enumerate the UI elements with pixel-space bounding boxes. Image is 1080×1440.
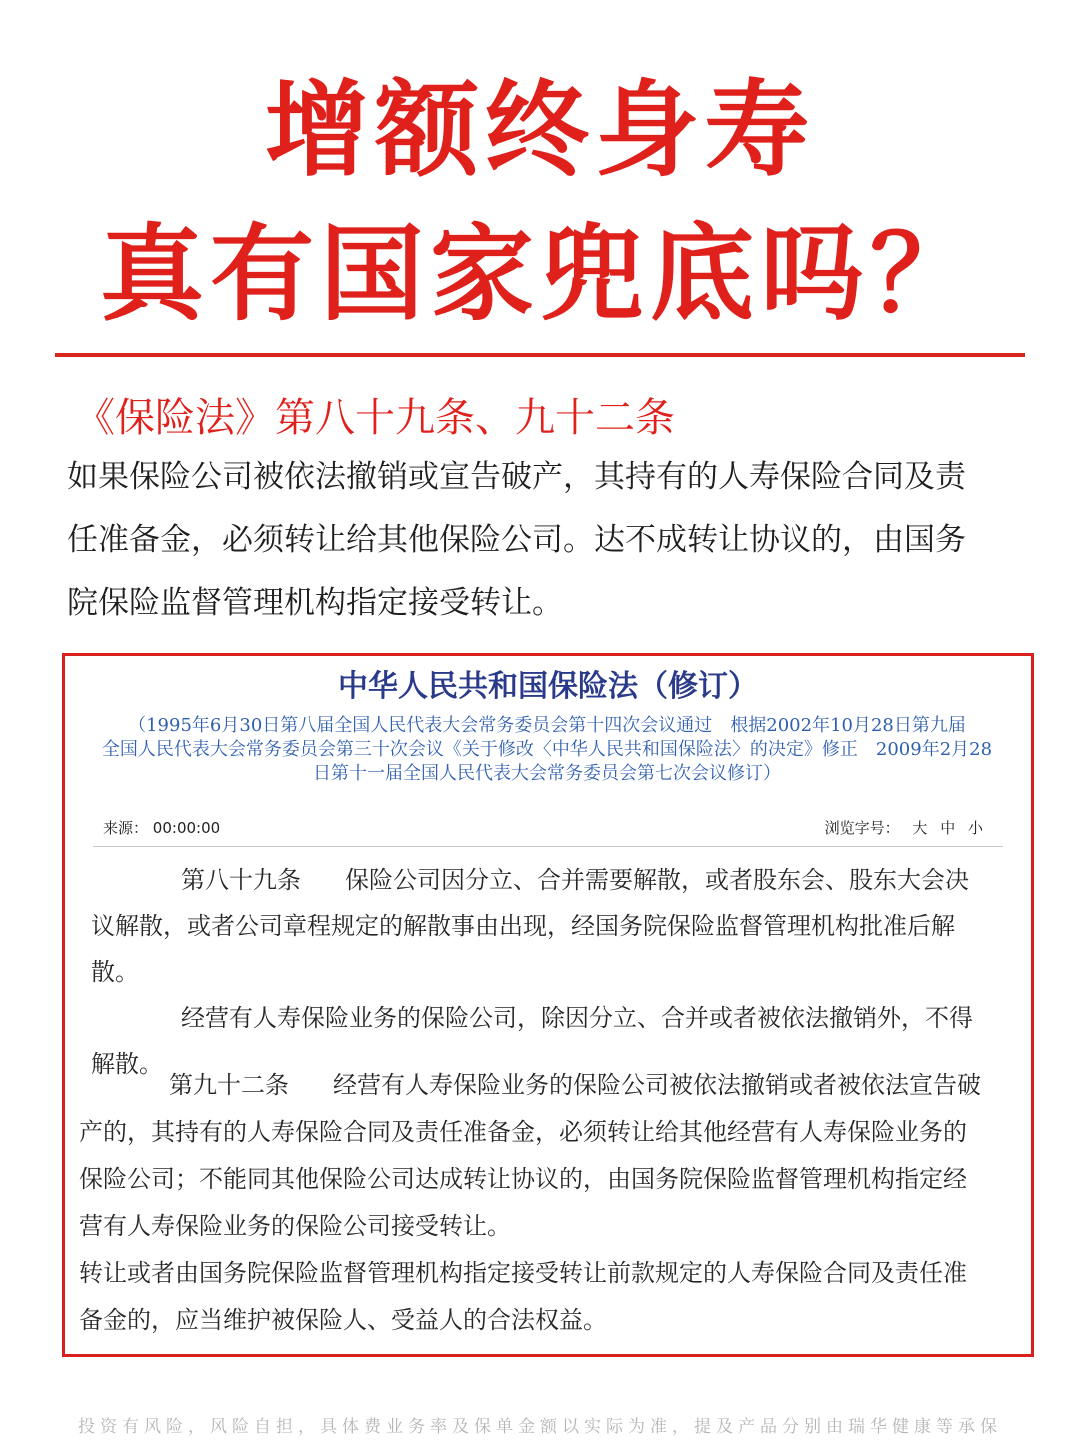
source-time: 00:00:00	[152, 819, 221, 837]
subtitle-line: 全国人民代表大会常务委员会第三十次会议《关于修改〈中华人民共和国保险法〉的决定》修正 2009年2月28	[101, 739, 993, 760]
font-size-large-link[interactable]: 大	[912, 819, 928, 837]
source-label: 来源：	[103, 819, 149, 837]
article-92	[79, 1062, 989, 1344]
intro-paragraph	[67, 446, 1022, 635]
article-89-text-1: 保险公司因分立、合并需要解散，或者股东会、股东大会决议解散，或者公司章程规定的解散事由出现，经国务院保险监督管理机构批准后解散。	[91, 866, 969, 986]
article-92-para-2: 转让或者由国务院保险监督管理机构指定接受转让前款规定的人寿保险合同及责任准备金的，应当维护被保险人、受益人的合法权益。	[79, 1259, 967, 1334]
article-89	[91, 857, 981, 1087]
article-92-text-1: 经营有人寿保险业务的保险公司被依法撤销或者被依法宣告破产的，其持有的人寿保险合同及责任准备金，必须转让给其他经营有人寿保险业务的保险公司；不能同其他保险公司达成转让协议的，由国务院保险监督管理机构指定经营有人寿保险业务的保险公司接受转让。	[79, 1071, 981, 1240]
intro-line: 如果保险公司被依法撤销或宣告破产，其持有的人寿保险合同及责	[67, 459, 966, 495]
article-89-para-1	[91, 857, 981, 995]
article-92-para-1	[79, 1062, 989, 1250]
font-size-switcher	[825, 816, 983, 840]
source-info	[103, 816, 220, 840]
font-size-label: 浏览字号：	[824, 819, 900, 837]
font-size-medium-link[interactable]: 中	[940, 819, 956, 837]
intro-line: 任准备金，必须转让给其他保险公司。达不成转让协议的，由国务	[67, 522, 966, 558]
article-89-para-2: 经营有人寿保险业务的保险公司，除因分立、合并或者被依法撤销外，不得解散。	[91, 1004, 973, 1078]
divider	[55, 353, 1025, 357]
main-title-line-2: 真有国家兜底吗？	[99, 213, 980, 335]
intro-line: 院保险监督管理机构指定接受转让。	[67, 585, 563, 621]
article-89-number: 第八十九条	[181, 866, 301, 894]
document-subtitle	[87, 714, 1007, 786]
document-title: 中华人民共和国保险法（修订）	[338, 669, 758, 704]
article-92-number: 第九十二条	[169, 1071, 289, 1099]
main-title-line-1: 增额终身寿	[264, 69, 815, 191]
law-document-screenshot	[62, 653, 1034, 1357]
footer-disclaimer: 投资有风险，风险自担，具体费业务率及保单金额以实际为准，提及产品分别由瑞华健康等承保	[78, 1417, 1002, 1437]
subtitle-line: 日第十一届全国人民代表大会常务委员会第七次会议修订）	[313, 763, 781, 784]
meta-divider	[93, 846, 1003, 847]
font-size-small-link[interactable]: 小	[967, 819, 983, 837]
subtitle-line: （1995年6月30日第八届全国人民代表大会常务委员会第十四次会议通过 根据2002年10月28日第九届	[128, 715, 966, 736]
section-title: 《保险法》第八十九条、九十二条	[75, 395, 675, 441]
document-meta-row	[103, 816, 983, 840]
